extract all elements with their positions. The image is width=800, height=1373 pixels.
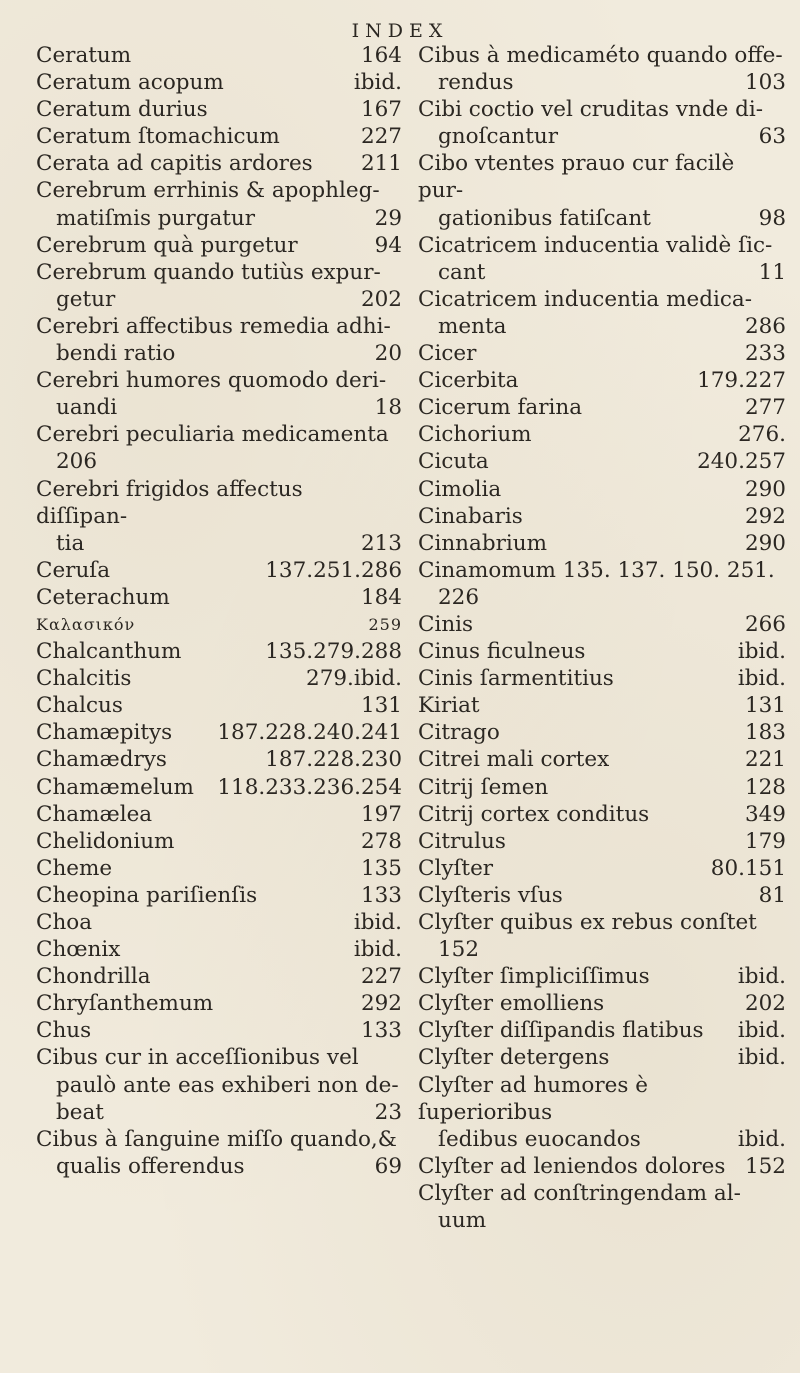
entry-term: Cicatricem inducentia medica- — [418, 286, 752, 312]
index-entry — [36, 1126, 406, 1180]
entry-page-ref: 292 — [360, 991, 402, 1017]
entry-page-ref: 259 — [368, 614, 402, 634]
entry-term: Clyſter ad leniendos dolores — [418, 1153, 726, 1179]
entry-page-ref: 290 — [744, 530, 786, 556]
entry-term: Cerebrum quà purgetur — [36, 232, 298, 258]
entry-term-continuation: tia — [56, 530, 85, 556]
entry-page-ref: 213 — [360, 530, 402, 556]
entry-page-ref: ibid. — [737, 1018, 786, 1044]
page-header: INDEX — [351, 20, 449, 42]
entry-page-ref: 133 — [360, 882, 402, 908]
entry-term: Chalcus — [36, 693, 123, 719]
entry-page-ref: 227 — [360, 964, 402, 990]
entry-term: Cinnabrium — [418, 530, 547, 556]
entry-term: Chamælea — [36, 801, 153, 827]
entry-term-continuation: getur — [56, 286, 116, 312]
index-entry — [418, 611, 790, 638]
entry-page-ref: 18 — [374, 395, 402, 421]
entry-term: Citrei mali cortex — [418, 747, 610, 773]
index-entry — [418, 1180, 790, 1234]
entry-term: Cicatricem inducentia validè ſic- — [418, 232, 773, 258]
index-entry — [418, 286, 790, 340]
entry-page-ref: 179 — [744, 828, 786, 854]
entry-term: Cerebri frigidos affectus diſſipan- — [36, 476, 303, 529]
entry-term: Cheme — [36, 855, 113, 881]
index-entry — [418, 1044, 790, 1071]
index-entry — [36, 990, 406, 1017]
index-entry — [418, 232, 790, 286]
entry-page-ref: 277 — [744, 395, 786, 421]
entry-page-ref: ibid. — [737, 639, 786, 665]
index-entry — [418, 909, 790, 963]
entry-term: Clyſter quibus ex rebus conſtet — [418, 910, 757, 935]
entry-term-continuation: bendi ratio — [56, 341, 176, 367]
index-entry — [418, 692, 790, 719]
index-entry — [36, 69, 406, 96]
index-entry — [418, 394, 790, 421]
entry-page-ref: 133 — [360, 1018, 402, 1044]
entry-term: Cinis ſarmentitius — [418, 666, 614, 692]
entry-page-ref: 152 — [744, 1153, 786, 1179]
entry-page-ref: 23 — [374, 1099, 402, 1125]
entry-page-ref: ibid. — [737, 1045, 786, 1071]
index-entry — [36, 476, 406, 557]
index-entry — [36, 936, 406, 963]
entry-page-ref: 69 — [374, 1153, 402, 1179]
entry-term: Chryſanthemum — [36, 991, 214, 1017]
entry-term: Cheopina pariſienſis — [36, 882, 258, 908]
entry-page-ref: 349 — [744, 801, 786, 827]
entry-term: Choa — [36, 910, 93, 935]
entry-term: Cicuta — [418, 449, 489, 475]
index-entry — [36, 557, 406, 584]
entry-term: Clyſteris vſus — [418, 882, 563, 908]
entry-term: Citrij cortex conditus — [418, 801, 650, 827]
entry-page-ref: ibid. — [737, 1126, 786, 1152]
entry-page-ref: 240.257 — [697, 449, 786, 475]
index-entry — [418, 665, 790, 692]
entry-page-ref: 211 — [360, 151, 402, 177]
entry-term: Cibus cur in acceſſionibus vel — [36, 1045, 359, 1071]
entry-term: Chamæmelum — [36, 774, 194, 800]
index-entry — [36, 232, 406, 259]
entry-page-ref: 98 — [758, 205, 786, 231]
index-entry — [36, 177, 406, 231]
entry-term: Cimolia — [418, 476, 502, 502]
entry-term-continuation: qualis offerendus — [56, 1153, 245, 1179]
entry-term: Clyſter emolliens — [418, 991, 605, 1017]
entry-term: Cibus à ſanguine miſſo quando,& — [36, 1126, 397, 1152]
index-entry — [36, 665, 406, 692]
entry-page-ref: 184 — [360, 584, 402, 610]
index-entry — [36, 1044, 406, 1125]
index-entry — [418, 1072, 790, 1153]
index-entry — [36, 611, 406, 638]
entry-term-continuation: 226 — [438, 584, 480, 610]
entry-page-ref: 135 — [360, 855, 402, 881]
entry-term-continuation: beat — [56, 1099, 104, 1125]
entry-page-ref: 11 — [758, 259, 786, 285]
index-entry — [418, 746, 790, 773]
entry-term: Cinamomum 135. 137. 150. 251. — [418, 557, 775, 583]
entry-term-continuation: menta — [438, 313, 507, 339]
entry-page-ref: 167 — [360, 97, 402, 123]
index-entry — [36, 882, 406, 909]
index-entry — [36, 123, 406, 150]
entry-page-ref: 202 — [360, 286, 402, 312]
entry-term-continuation: rendus — [438, 70, 514, 96]
entry-page-ref: 137.251.286 — [265, 557, 402, 583]
entry-page-ref: 20 — [374, 341, 402, 367]
entry-page-ref: 227 — [360, 124, 402, 150]
entry-page-ref: 103 — [744, 70, 786, 96]
entry-page-ref: 276. — [738, 422, 786, 448]
entry-page-ref: ibid. — [737, 964, 786, 990]
index-entry — [36, 855, 406, 882]
entry-term-continuation: uum — [438, 1208, 487, 1234]
index-entry — [36, 774, 406, 801]
entry-term: Ceruſa — [36, 557, 111, 583]
entry-term: Cicer — [418, 341, 477, 367]
entry-term-continuation: 152 — [438, 937, 480, 963]
index-entry — [36, 96, 406, 123]
index-entry — [418, 340, 790, 367]
entry-term: Cerebri humores quomodo deri- — [36, 368, 387, 394]
entry-term: Kiriat — [418, 693, 480, 719]
entry-term: Clyſter ad humores è ſuperioribus — [418, 1072, 648, 1125]
entry-term-continuation: gnoſcantur — [438, 124, 558, 150]
entry-term: Cerata ad capitis ardores — [36, 151, 313, 177]
entry-term: Chamæpitys — [36, 720, 173, 746]
entry-term: Chus — [36, 1018, 92, 1044]
entry-page-ref: ibid. — [353, 910, 402, 935]
entry-page-ref: 29 — [374, 205, 402, 231]
entry-page-ref: 63 — [758, 124, 786, 150]
entry-page-ref: 286 — [744, 313, 786, 339]
entry-page-ref: 164 — [360, 43, 402, 68]
entry-term: Chelidonium — [36, 828, 175, 854]
index-entry — [36, 963, 406, 990]
entry-term: Cerebri affectibus remedia adhi- — [36, 313, 391, 339]
entry-page-ref: 233 — [744, 341, 786, 367]
entry-term: Cibus à medicaméto quando offe- — [418, 43, 783, 68]
entry-page-ref: 187.228.230 — [265, 747, 402, 773]
entry-page-ref: 131 — [744, 693, 786, 719]
index-entry — [36, 692, 406, 719]
entry-term-continuation: 206 — [56, 449, 98, 475]
index-entry — [36, 719, 406, 746]
index-entry — [418, 774, 790, 801]
entry-term-continuation: uandi — [56, 395, 118, 421]
index-entry — [418, 719, 790, 746]
entry-page-ref: 131 — [360, 693, 402, 719]
index-entry — [36, 421, 406, 475]
entry-page-ref: 221 — [744, 747, 786, 773]
entry-term: Clyſter diſſipandis flatibus — [418, 1018, 704, 1044]
index-entry — [418, 1153, 790, 1180]
entry-page-ref: 118.233.236.254 — [217, 774, 402, 800]
entry-page-ref: 187.228.240.241 — [217, 720, 402, 746]
entry-page-ref: 135.279.288 — [265, 639, 402, 665]
entry-term: Citrij ſemen — [418, 774, 549, 800]
index-entry — [36, 638, 406, 665]
index-entry — [36, 801, 406, 828]
entry-page-ref: 202 — [744, 991, 786, 1017]
index-entry — [418, 828, 790, 855]
entry-page-ref: 183 — [744, 720, 786, 746]
entry-page-ref: 94 — [374, 232, 402, 258]
entry-term: Cerebrum quando tutiùs expur- — [36, 259, 381, 285]
entry-term-continuation: ſedibus euocandos — [438, 1126, 641, 1152]
entry-term: Ceratum acopum — [36, 70, 224, 96]
index-column-right — [418, 42, 790, 1234]
entry-term: Cibi coctio vel cruditas vnde di- — [418, 97, 764, 123]
index-entry — [418, 503, 790, 530]
index-entry — [418, 990, 790, 1017]
index-entry — [36, 367, 406, 421]
index-entry — [36, 313, 406, 367]
index-entry — [418, 96, 790, 150]
index-entry — [36, 828, 406, 855]
index-entry — [418, 530, 790, 557]
index-entry — [418, 42, 790, 96]
entry-term: Cinis — [418, 611, 474, 637]
index-entry — [36, 746, 406, 773]
entry-term: Ceratum ſtomachicum — [36, 124, 280, 150]
entry-term: Clyſter ſimpliciſſimus — [418, 964, 650, 990]
entry-page-ref: 197 — [360, 801, 402, 827]
index-entry — [418, 855, 790, 882]
index-entry — [418, 963, 790, 990]
entry-page-ref: ibid. — [353, 70, 402, 96]
index-entry — [36, 909, 406, 936]
entry-term: Cicerbita — [418, 368, 519, 394]
entry-term: Cichorium — [418, 422, 532, 448]
entry-term: Chamædrys — [36, 747, 167, 773]
entry-term: Ceratum — [36, 43, 132, 68]
entry-term-continuation: gationibus fatiſcant — [438, 205, 651, 231]
entry-term: Cibo vtentes prauo cur facilè pur- — [418, 151, 735, 204]
entry-page-ref: 290 — [744, 476, 786, 502]
entry-page-ref: 266 — [744, 611, 786, 637]
entry-term: Chondrilla — [36, 964, 151, 990]
entry-term: Chalcitis — [36, 666, 132, 692]
index-entry — [418, 638, 790, 665]
entry-term-continuation: paulò ante eas exhiberi non de- — [56, 1072, 399, 1098]
index-entry — [418, 882, 790, 909]
entry-term: Chalcanthum — [36, 639, 182, 665]
entry-term: Cicerum farina — [418, 395, 583, 421]
entry-page-ref: 279.ibid. — [306, 666, 402, 692]
index-entry — [36, 42, 406, 69]
entry-term: Citrulus — [418, 828, 506, 854]
index-entry — [36, 1017, 406, 1044]
entry-page-ref: 292 — [744, 503, 786, 529]
entry-page-ref: 80.151 — [710, 855, 786, 881]
entry-term: Cerebrum errhinis & apophleg- — [36, 178, 380, 204]
index-entry — [418, 476, 790, 503]
index-entry — [418, 448, 790, 475]
entry-term: Καλασικόν — [36, 614, 136, 634]
entry-page-ref: ibid. — [737, 666, 786, 692]
index-entry — [36, 584, 406, 611]
entry-term: Cerebri peculiaria medicamenta — [36, 422, 389, 448]
entry-term: Clyſter ad conſtringendam al- — [418, 1180, 741, 1206]
entry-page-ref: 278 — [360, 828, 402, 854]
entry-term: Chœnix — [36, 937, 121, 963]
entry-term: Clyſter detergens — [418, 1045, 610, 1071]
index-entry — [36, 150, 406, 177]
entry-term: Cinus ficulneus — [418, 639, 586, 665]
index-entry — [418, 421, 790, 448]
index-entry — [418, 801, 790, 828]
index-entry — [418, 150, 790, 231]
entry-term: Ceratum durius — [36, 97, 208, 123]
entry-page-ref: ibid. — [353, 937, 402, 963]
entry-term: Ceterachum — [36, 584, 170, 610]
index-entry — [418, 367, 790, 394]
index-entry — [418, 1017, 790, 1044]
entry-term: Cinabaris — [418, 503, 523, 529]
index-entry — [418, 557, 790, 611]
entry-term: Clyſter — [418, 855, 494, 881]
entry-term-continuation: matiſmis purgatur — [56, 205, 256, 231]
entry-page-ref: 128 — [744, 774, 786, 800]
entry-term-continuation: cant — [438, 259, 486, 285]
entry-page-ref: 81 — [758, 882, 786, 908]
index-entry — [36, 259, 406, 313]
entry-page-ref: 179.227 — [697, 368, 786, 394]
index-column-left — [36, 42, 406, 1180]
entry-term: Citrago — [418, 720, 500, 746]
